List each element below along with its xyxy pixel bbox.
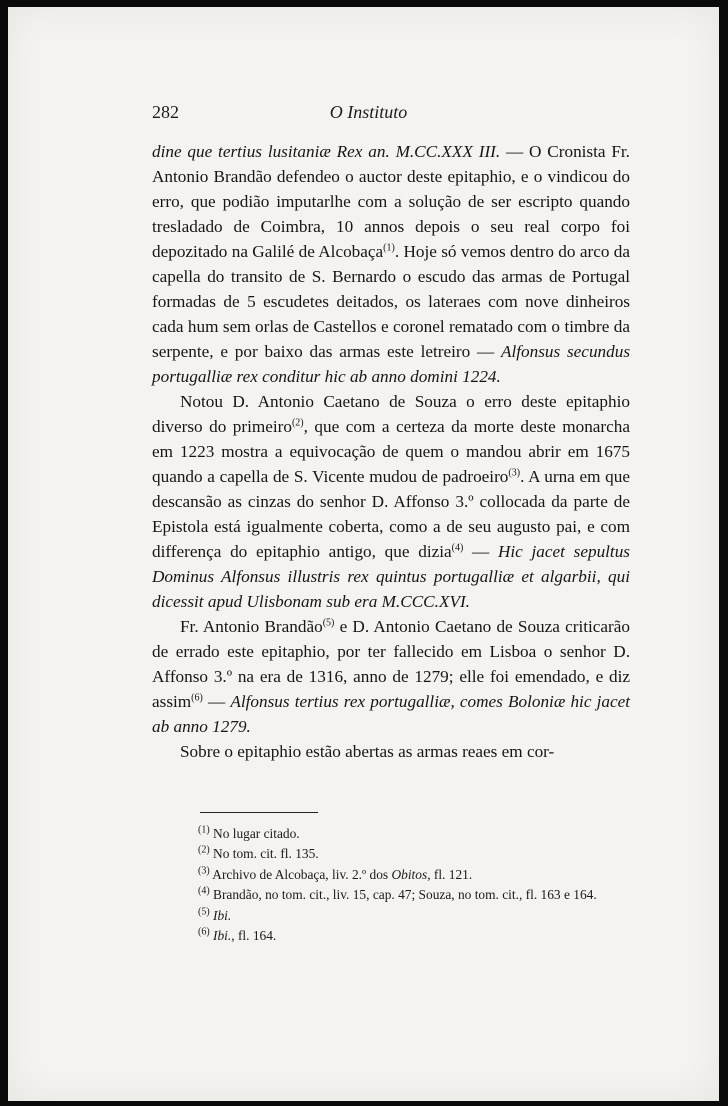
footnote-mark: (3) [198, 865, 210, 877]
paragraph-text: Sobre o epitaphio estão abertas as armas reaes em cor- [180, 742, 555, 761]
paragraph-text: e D. Antonio Caetano de Souza criticarão de errado este epitaphio, por ter fallecido em Lisboa o senhor D. Affonso 3.º na era de 1316, anno de 1279; elle foi emendado, e diz assim [152, 617, 631, 711]
paragraph [152, 389, 630, 614]
paragraph [152, 139, 630, 389]
footnote-mark: (6) [198, 926, 210, 938]
paragraph-text: Notou D. Antonio Caetano de Souza o erro deste epitaphio diverso do primeiro [152, 392, 630, 436]
paragraph-italic-text: Alfonsus secundus portugalliæ rex conditur hic ab anno domini 1224. [152, 342, 631, 386]
footnote [152, 844, 630, 864]
footnote-italic-text: Ibi. [213, 907, 232, 923]
footnote-reference: (4) [451, 542, 464, 554]
footnote-reference: (3) [508, 467, 521, 479]
footnote-divider [200, 812, 318, 813]
footnote-text: , fl. 121. [427, 866, 473, 882]
footnote-italic-text: Ibi. [213, 928, 232, 944]
footnotes [152, 824, 630, 946]
footnote-text: , fl. 164. [231, 928, 277, 944]
footnote-text: Archivo de Alcobaça, liv. 2.º dos [209, 866, 392, 882]
paragraph-text: , que com a certeza da morte deste monarcha em 1223 mostra a equivocação de quem o mandou abrir em 1675 quando a capella de S. Vicente mudou de padroeiro [152, 417, 630, 486]
footnote [152, 824, 630, 844]
footnote-mark: (2) [198, 844, 210, 856]
paragraph-text: — [202, 692, 231, 711]
footnote [152, 926, 630, 946]
footnote-text: Brandão, no tom. cit., liv. 15, cap. 47; Souza, no tom. cit., fl. 163 e 164. [209, 887, 597, 903]
paragraph-text: Fr. Antonio Brandão [180, 617, 323, 636]
footnote-reference: (5) [322, 617, 335, 629]
running-title: O Instituto [329, 102, 408, 122]
body-text [152, 139, 630, 764]
footnote-text: No tom. cit. fl. 135. [209, 846, 319, 862]
footnote-italic-text: Obitos [391, 866, 428, 882]
paragraph-text: — O Cronista Fr. Antonio Brandão defendeo o auctor deste epitaphio, e o vindicou do erro, que podião imputarlhe com a solução de ser escripto quando tresladado de Coimbra, 10 annos depois o seu real corpo foi depozitado na Galilé de Alcobaça [152, 142, 630, 261]
paragraph-text: . Hoje só vemos dentro do arco da capella do transito de S. Bernardo o escudo das armas de Portugal formadas de 5 escudetes deitados, os lateraes com nove dinheiros cada hum sem orlas de Castellos e coronel rematado com o timbre da serpente, e por baixo das armas este letreiro — [152, 242, 630, 361]
footnote-mark: (1) [198, 824, 210, 836]
footnote-mark: (4) [198, 885, 210, 897]
footnote [152, 906, 630, 926]
page-number: 282 [152, 102, 179, 122]
paragraph-italic-text: dine que tertius lusitaniæ Rex an. M.CC.XXX III. [152, 142, 501, 161]
page-header [8, 102, 719, 132]
footnote [152, 885, 630, 905]
footnote-reference: (2) [291, 417, 304, 429]
footnote-reference: (1) [383, 242, 395, 254]
footnote-reference: (6) [191, 692, 203, 704]
paragraph-text: . A urna em que descansão as cinzas do senhor D. Affonso 3.º collocada da parte de Epistola está igualmente coberta, como a de seu augusto pai, e com differença do epitaphio antigo, que dizia [152, 467, 630, 561]
footnote-mark: (5) [198, 906, 210, 918]
paragraph-text: — [463, 542, 498, 561]
paragraph-italic-text: Alfonsus tertius rex portugalliæ, comes Boloniæ hic jacet ab anno 1279. [152, 692, 631, 736]
footnote [152, 865, 630, 885]
paragraph [152, 614, 630, 739]
paragraph-italic-text: Hic jacet sepultus Dominus Alfonsus illustris rex quintus portugalliæ et algarbii, qui dicessit apud Ulisbonam sub era M.CCC.XVI. [152, 542, 630, 611]
book-page [8, 7, 719, 1101]
paragraph [152, 739, 630, 764]
footnote-text: No lugar citado. [209, 826, 300, 841]
